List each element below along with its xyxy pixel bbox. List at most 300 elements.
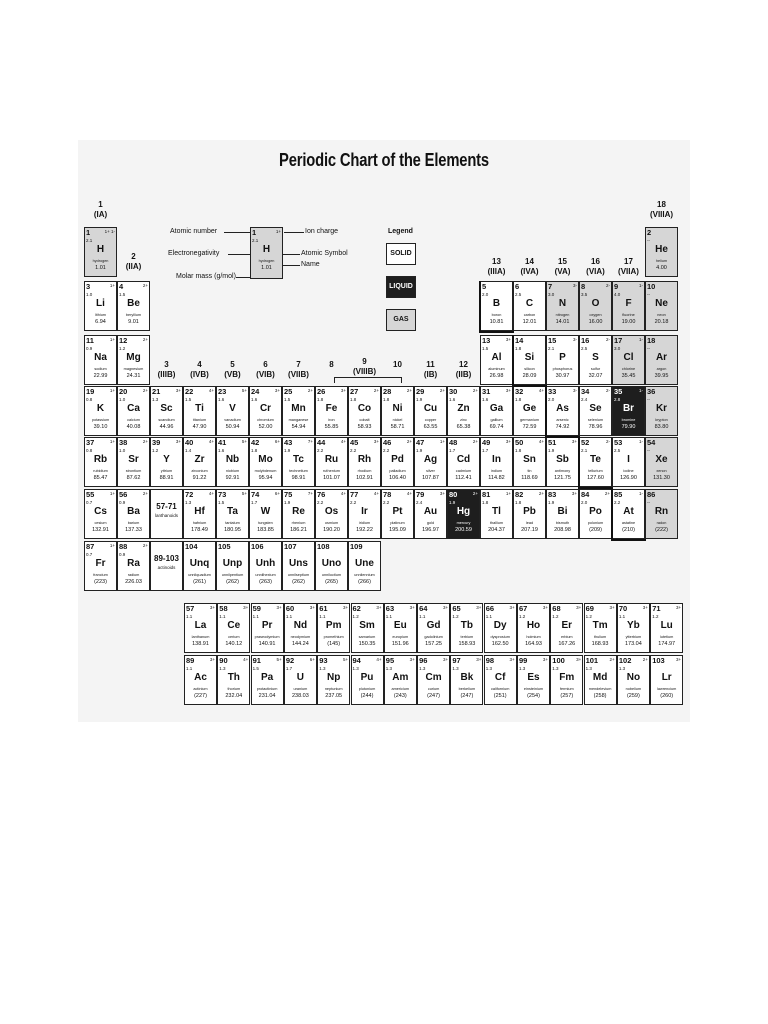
element-cell-tb [450,603,483,653]
element-cell-br [612,386,645,436]
element-symbol: Kr [655,403,668,414]
electronegativity: 1.3 [319,666,326,671]
element-cell-la [184,603,217,653]
element-cell-nd [284,603,317,653]
element-symbol: Pt [392,506,403,517]
molar-mass: 40.08 [126,424,141,430]
electronegativity: 2.5 [614,448,621,453]
electronegativity: 1.3 [185,500,192,505]
element-symbol: Cl [623,352,634,363]
element-name: chromium [257,418,274,422]
ion-charge: 3+ [442,657,449,662]
ion-charge: 3+ [642,605,648,610]
molar-mass: (261) [193,579,206,585]
atomic-number: 101 [585,656,599,665]
element-symbol: Pr [261,620,273,631]
molar-mass: 238.03 [291,693,309,699]
molar-mass: 204.37 [488,527,505,533]
element-symbol: Ga [489,403,504,414]
group-roman: (IIB) [455,370,472,379]
element-cell-zr [183,437,216,487]
element-cell-cl [612,335,645,385]
element-name: tin [527,469,532,473]
element-cell-sb [546,437,579,487]
atomic-number: 31 [482,387,491,396]
electronegativity: -- [647,238,650,243]
element-name: thorium [227,687,241,691]
electronegativity: 1.6 [251,397,258,402]
element-cell-sn [513,437,546,487]
group-roman: (VIIIB) [352,367,377,376]
element-cell-mn [282,386,315,436]
electronegativity: 0.9 [119,500,126,505]
molar-mass: 144.24 [291,641,309,647]
element-symbol: Dy [493,620,507,631]
element-name: ytterbium [625,635,642,639]
electronegativity: 1.3 [219,666,226,671]
element-symbol: Np [327,672,341,683]
key-annotation-name: Name [301,261,320,268]
element-symbol: Ar [655,352,668,363]
electronegativity: 1.1 [186,614,193,619]
electronegativity: 1.8 [482,500,489,505]
element-name: neodymium [290,635,311,639]
element-cell-ga [480,386,513,436]
atomic-number: 19 [86,387,95,396]
electronegativity: 1.1 [419,614,426,619]
molar-mass: (223) [94,579,107,585]
atomic-number: 73 [218,490,227,499]
element-symbol: Po [589,506,602,517]
element-cell-te [579,437,612,487]
molar-mass: 232.04 [225,693,243,699]
atomic-number: 55 [86,490,95,499]
atomic-number: 85 [614,490,623,499]
arrow-atomic-symbol [280,254,300,255]
electronegativity: 2.2 [317,500,324,505]
element-name: molybdenum [254,469,277,473]
atomic-number: 39 [152,438,161,447]
electronegativity: 1.2 [152,448,159,453]
element-name: radium [127,573,140,577]
group-number: 5 [230,360,235,369]
molar-mass: 54.94 [291,424,306,430]
ion-charge: 2+ [142,337,148,342]
element-name: germanium [520,418,539,422]
molar-mass: 30.97 [555,373,570,379]
element-symbol: Ne [655,298,668,309]
atomic-number: 12 [119,336,128,345]
atomic-number: 108 [317,542,330,551]
element-symbol: Nd [293,620,308,631]
element-name: unniloctium [321,573,342,577]
electronegativity: 1.0 [119,397,126,402]
atomic-number: 30 [449,387,458,396]
ion-charge: 1+ [109,491,115,496]
element-cell-pm [317,603,350,653]
molar-mass: (243) [393,693,407,699]
electronegativity: 0.8 [86,448,93,453]
metalloid-boundary-vertical [578,437,580,487]
molar-mass: (266) [358,579,371,585]
ion-charge: 2- [605,283,610,288]
page-title: Periodic Chart of the Elements [279,150,489,170]
element-cell-rb [84,437,117,487]
element-name: rhenium [291,521,306,525]
ion-charge: 3+ [609,605,615,610]
element-name: unnilquadium [188,573,211,577]
element-symbol: He [655,244,668,255]
element-symbol: Ge [522,403,537,414]
molar-mass: 63.55 [423,424,438,430]
electronegativity: 1.7 [285,666,293,671]
ion-charge: 4+ [208,439,214,444]
ion-charge: 4+ [538,439,544,444]
molar-mass: 65.38 [456,424,471,430]
element-cell-ce [217,603,250,653]
molar-mass: 118.69 [521,475,538,481]
molar-mass: 121.75 [554,475,571,481]
electronegativity: 1.9 [449,500,456,505]
element-cell-dy [484,603,517,653]
molar-mass: 14.01 [555,319,570,325]
atomic-number: 54 [647,438,656,447]
molar-mass: (209) [589,527,602,533]
group-roman: (VIB) [256,370,275,379]
element-name: rhodium [357,469,372,473]
ion-charge: 3+ [409,657,415,662]
atomic-number: 1 [86,228,91,237]
electronegativity: 2.2 [614,500,621,505]
element-symbol: Hg [456,506,471,517]
element-cell-p [546,335,579,385]
molar-mass: 200.59 [455,527,472,533]
ion-charge: 3+ [274,388,280,393]
element-symbol: Pd [391,454,404,465]
molar-mass: 102.91 [356,475,373,481]
element-name: tantalum [225,521,240,525]
element-cell-unp [216,541,249,591]
element-symbol: Os [324,506,339,517]
element-cell-at [612,489,645,539]
group-number: 12 [459,360,468,369]
element-name: astatine [621,521,636,525]
element-cell-c [513,281,546,331]
electronegativity: 1.6 [218,448,225,453]
electronegativity: 2.2 [383,500,390,505]
group-number: 11 [426,360,435,369]
element-symbol: Sn [523,454,536,465]
element-symbol: Re [292,506,305,517]
ion-charge: 3+ [476,657,482,662]
ion-charge: 3+ [571,491,577,496]
atomic-number: 57 [186,604,195,613]
atomic-number: 105 [218,542,231,551]
atomic-number: 94 [352,656,361,665]
electronegativity: -- [647,500,650,505]
molar-mass: (257) [560,693,574,699]
ion-charge: 1+ [109,388,115,393]
ion-charge: 2+ [472,491,478,496]
element-symbol: Cm [425,672,442,683]
element-cell-hg [447,489,480,539]
element-symbol: Al [491,352,502,363]
ion-charge: 2+ [538,491,544,496]
element-cell-pu [351,655,384,705]
element-name: curium [427,687,440,691]
ion-charge: 2+ [439,388,445,393]
series-range: 89-103 [154,554,179,563]
atomic-number: 65 [452,604,461,613]
group-roman: (VIIIA) [649,210,674,219]
electronegativity: 1.9 [416,397,423,402]
atomic-number: 68 [552,604,561,613]
element-cell-ru [315,437,348,487]
molar-mass: 85.47 [93,475,108,481]
element-name: lanthanum [191,635,210,639]
electronegativity: 1.0 [86,292,93,297]
element-symbol: Tb [460,620,473,631]
element-name: cerium [228,635,240,639]
element-symbol: At [623,506,634,517]
ion-charge: 2+ [406,388,412,393]
element-symbol: Ti [195,403,204,414]
key-annotation-atomic-number: Atomic number [170,228,218,235]
molar-mass: (262) [226,579,239,585]
electronegativity: 1.8 [383,397,390,402]
metalloid-boundary-vertical [512,335,514,385]
element-symbol: Pu [360,672,374,683]
element-name: promethium [323,635,344,639]
viiib-bracket [334,377,402,383]
element-symbol: Hf [194,506,205,517]
element-name: actinium [193,687,208,691]
ion-charge: 3+ [576,605,582,610]
ion-charge: 3+ [175,439,181,444]
element-name: lead [525,521,534,525]
element-name: oxygen [589,313,602,317]
element-name: holmium [526,635,541,639]
element-symbol: Cr [259,403,272,414]
element-symbol: O [591,298,600,309]
element-name: argon [656,367,667,371]
electronegativity: 1.3 [485,666,492,671]
atomic-number: 60 [285,604,295,613]
metalloid-boundary-vertical [545,386,547,436]
element-cell-lr [650,655,683,705]
element-name: beryllium [125,313,142,317]
atomic-number: 18 [647,336,656,345]
molar-mass: 127.60 [587,475,604,481]
element-cell-no [617,655,650,705]
element-symbol: K [96,403,105,414]
atomic-number: 44 [317,438,326,447]
atomic-number: 63 [385,604,395,613]
element-name: tungsten [258,521,273,525]
element-name: manganese [288,418,309,422]
atomic-number: 17 [614,336,623,345]
atomic-number: 79 [416,490,425,499]
element-name: plutonium [358,687,376,691]
element-cell-au [414,489,447,539]
group-number: 2 [131,252,136,261]
ion-charge: 7+ [307,491,313,496]
molar-mass: 106.40 [389,475,406,481]
molar-mass: 183.85 [257,527,274,533]
element-symbol: Ra [127,558,140,569]
ion-charge: 3+ [209,605,215,610]
molar-mass: 173.04 [624,641,642,647]
group-roman: (IVB) [190,370,209,379]
electronegativity: 1.8 [251,448,258,453]
electronegativity: 1.8 [515,397,522,402]
element-cell-gd [417,603,450,653]
electronegativity: 1.7 [449,448,456,453]
arrow-name [280,265,300,266]
atomic-number: 82 [515,490,524,499]
molar-mass: 140.91 [258,641,276,647]
element-name: aluminum [488,367,505,371]
element-cell-tl [480,489,513,539]
element-symbol: Th [227,672,240,683]
atomic-number: 49 [482,438,491,447]
element-cell-kr [645,386,678,436]
molar-mass: 87.62 [126,475,141,481]
element-cell-eu [384,603,417,653]
ion-charge: 6+ [274,439,280,444]
molar-mass: 55.85 [324,424,339,430]
element-name: lutetium [660,635,674,639]
atomic-number: 9 [614,282,619,291]
key-annotation-electronegativity: Electronegativity [168,250,220,257]
ion-charge: 6+ [309,657,315,662]
atomic-number: 90 [219,656,228,665]
element-name: scandium [158,418,175,422]
molar-mass: (210) [622,527,635,533]
element-symbol: P [559,352,566,363]
element-name: vanadium [224,418,241,422]
atomic-number: 91 [252,656,261,665]
electronegativity: 1.9 [284,448,291,453]
element-name: mendelevium [588,687,612,691]
ion-charge: 2+ [142,439,148,444]
electronegativity: 2.8 [614,397,621,402]
molar-mass: 9.01 [128,319,139,325]
molar-mass: 72.59 [522,424,537,430]
electronegativity: 1.2 [352,614,359,619]
metalloid-boundary-horizontal [578,487,613,489]
molar-mass: (258) [593,693,607,699]
ion-charge: 3+ [243,605,249,610]
element-symbol: Cf [494,672,506,683]
element-symbol: Pb [523,506,536,517]
element-symbol: Lu [660,620,673,631]
electronegativity: 1.1 [186,666,193,671]
element-cell-k [84,386,117,436]
electronegativity: 2.1 [86,238,93,243]
element-cell-yb [617,603,650,653]
element-symbol: Unh [255,558,276,569]
atomic-number: 67 [519,604,528,613]
atomic-number: 78 [383,490,392,499]
element-name: neon [657,313,666,317]
molar-mass: 150.35 [358,641,376,647]
element-symbol: F [625,298,632,309]
molar-mass: 98.91 [291,475,306,481]
atomic-number: 75 [284,490,293,499]
molar-mass: 107.87 [422,475,439,481]
atomic-number: 13 [482,336,491,345]
ion-charge: 1- [638,283,643,288]
group-roman: (VIA) [586,267,605,276]
ion-charge: 1- [638,388,643,393]
sample-name: hydrogen [258,259,275,263]
sample-ion-charge: 1+ [275,229,281,234]
sample-symbol: H [262,244,271,255]
molar-mass: 190.20 [323,527,340,533]
element-name: gadolinium [424,635,443,639]
ion-charge: 3+ [439,491,445,496]
metalloid-boundary-horizontal [479,331,514,333]
element-symbol: Rb [93,454,108,465]
key-sample-cell [250,227,283,279]
element-symbol: In [492,454,501,465]
metalloid-boundary-vertical [611,489,613,539]
group-roman: (VB) [224,370,241,379]
molar-mass: (244) [360,693,374,699]
group-roman: (IA) [93,210,108,219]
ion-charge: 2+ [142,283,148,288]
electronegativity: 2.5 [581,346,588,351]
element-name: unnilpentium [221,573,244,577]
molar-mass: 1.01 [95,265,106,271]
element-symbol: Mn [291,403,306,414]
element-name: berkelium [458,687,476,691]
molar-mass: 12.01 [522,319,537,325]
electronegativity: 1.5 [482,346,489,351]
element-name: technetium [289,469,308,473]
element-symbol: Ir [361,506,368,517]
molar-mass: (145) [327,641,341,647]
atomic-number: 37 [86,438,95,447]
atomic-number: 100 [552,656,565,665]
electronegativity: 1.1 [485,614,492,619]
element-symbol: Ni [392,403,403,414]
electronegativity: 1.8 [515,500,522,505]
element-name: cadmium [455,469,472,473]
molar-mass: 16.00 [588,319,603,325]
element-symbol: Sm [359,620,375,631]
element-name: zinc [460,418,467,422]
element-name: cobalt [359,418,370,422]
element-symbol: V [229,403,236,414]
molar-mass: 180.95 [224,527,241,533]
arrow-atomic-number [224,232,250,233]
element-symbol: U [296,672,304,683]
metalloid-boundary-horizontal [512,385,547,387]
molar-mass: 112.41 [455,475,472,481]
ion-charge: 1+ [505,491,511,496]
ion-charge: 1+ [109,439,115,444]
element-cell-une [348,541,381,591]
electronegativity: 1.6 [449,397,456,402]
atomic-number: 28 [383,387,392,396]
ion-charge: 3+ [505,388,511,393]
element-cell-xe [645,437,678,487]
ion-charge: 3- [572,337,577,342]
element-name: francium [93,573,108,577]
atomic-number: 25 [284,387,293,396]
